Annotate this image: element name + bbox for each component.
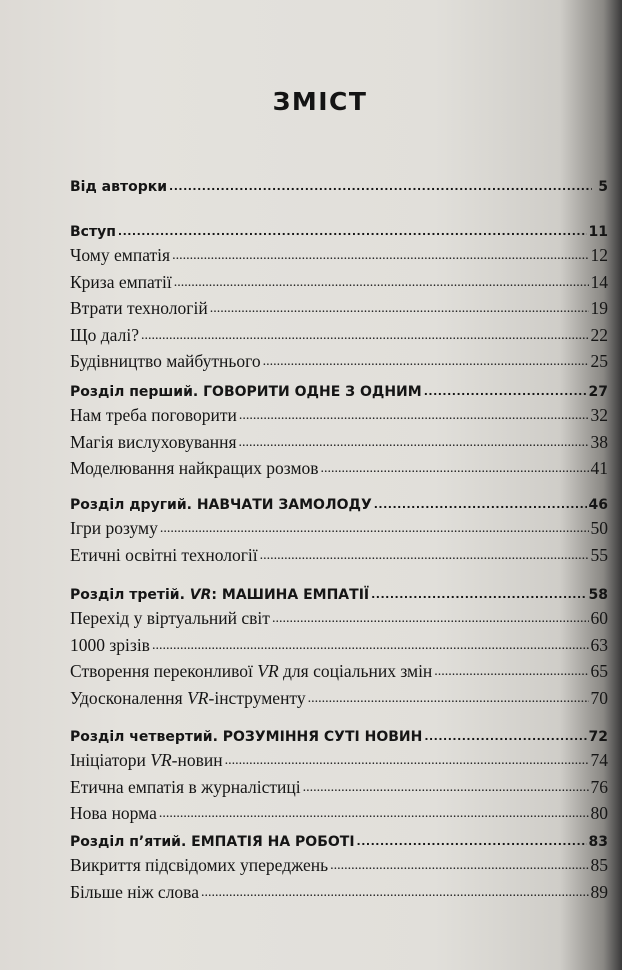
toc-section-entry — [70, 375, 608, 401]
dot-leader — [434, 661, 588, 682]
entry-title: Що далі? — [70, 324, 139, 345]
toc-entry — [70, 745, 608, 771]
entry-title: Магія вислуховування — [70, 431, 237, 452]
entry-title: Криза емпатії — [70, 271, 172, 292]
dot-leader — [225, 750, 589, 771]
toc-entry — [70, 400, 608, 426]
toc-entry — [70, 293, 608, 319]
dot-leader — [169, 178, 592, 196]
page-number: 25 — [590, 351, 608, 372]
entry-title: Втрати технологій — [70, 298, 208, 319]
entry-title: Викриття підсвідомих упереджень — [70, 855, 329, 875]
dot-leader — [152, 635, 589, 656]
toc-entry — [70, 427, 608, 453]
entry-title: Нова норма — [70, 803, 157, 824]
page-number: 19 — [590, 298, 608, 319]
page-number: 58 — [588, 587, 608, 603]
page-number: 65 — [590, 661, 608, 682]
page-number: 63 — [590, 634, 608, 655]
page-number: 27 — [588, 384, 608, 400]
entry-title: Етичні освітні технології — [70, 544, 258, 565]
dot-leader — [424, 728, 586, 746]
dot-leader — [159, 803, 589, 824]
dot-leader — [174, 272, 589, 293]
dot-leader — [424, 383, 587, 401]
page-number: 85 — [590, 855, 608, 875]
section-title: Розділ третій. VR: МАШИНА ЕМПАТІЇ — [70, 587, 370, 603]
toc-entry — [70, 772, 608, 798]
dot-leader — [357, 833, 587, 851]
page-number: 55 — [590, 544, 608, 565]
toc-entry — [70, 656, 608, 682]
entry-title: Більше ніж слова — [70, 881, 199, 902]
dot-leader — [330, 855, 588, 876]
dot-leader — [239, 432, 589, 453]
dot-leader — [201, 882, 589, 903]
toc-entry — [70, 540, 608, 566]
page-number: 70 — [590, 687, 608, 708]
page-number: 46 — [588, 497, 608, 513]
entry-title: Створення переконливої VR для соціальних змін — [70, 661, 433, 682]
dot-leader — [303, 777, 589, 798]
entry-title: Чому емпатія — [70, 245, 171, 265]
toc-entry — [70, 630, 608, 656]
page-number: 11 — [588, 224, 608, 240]
page-number: 41 — [590, 458, 608, 479]
toc-entry — [70, 603, 608, 629]
toc-entry — [70, 320, 608, 346]
dot-leader — [118, 223, 587, 241]
dot-leader — [321, 458, 589, 479]
dot-leader — [272, 608, 589, 629]
dot-leader — [308, 688, 589, 709]
entry-title: Нам треба поговорити — [70, 405, 237, 425]
toc-entry — [70, 513, 608, 539]
page-number: 32 — [590, 405, 608, 425]
entry-title: Ігри розуму — [70, 518, 158, 538]
toc-section-entry — [70, 720, 608, 746]
section-title: Від авторки — [70, 179, 168, 195]
dot-leader — [239, 405, 589, 426]
toc-section-entry — [70, 170, 608, 196]
dot-leader — [371, 586, 586, 604]
dot-leader — [141, 325, 589, 346]
page-number: 80 — [590, 803, 608, 824]
section-title: Розділ четвертий. РОЗУМІННЯ СУТІ НОВИН — [70, 729, 423, 745]
entry-title: Моделювання найкращих розмов — [70, 458, 319, 479]
entry-title: Ініціатори VR-новин — [70, 750, 223, 770]
page-number: 22 — [590, 324, 608, 345]
toc-entry — [70, 267, 608, 293]
page-title: ЗМІСТ — [272, 86, 368, 116]
toc-entry — [70, 453, 608, 479]
toc-section-entry — [70, 825, 608, 851]
toc-entry — [70, 877, 608, 903]
page-number: 50 — [590, 518, 608, 538]
entry-title: Етична емпатія в журналістиці — [70, 776, 301, 797]
dot-leader — [263, 351, 589, 372]
section-title: Вступ — [70, 224, 116, 240]
page-number: 38 — [590, 431, 608, 452]
entry-title: Перехід у віртуальний світ — [70, 608, 270, 628]
toc-section-entry — [70, 215, 608, 241]
section-title: Розділ другий. НАВЧАТИ ЗАМОЛОДУ — [70, 497, 372, 513]
toc-entry — [70, 240, 608, 266]
section-title: Розділ п’ятий. ЕМПАТІЯ НА РОБОТІ — [70, 834, 355, 850]
page-number: 5 — [598, 179, 608, 195]
toc-entry — [70, 850, 608, 876]
entry-title: Будівництво майбутнього — [70, 351, 261, 372]
entry-title: 1000 зрізів — [70, 634, 150, 655]
page-number: 60 — [590, 608, 608, 628]
dot-leader — [210, 298, 589, 319]
entry-title: Удосконалення VR-інструменту — [70, 687, 306, 708]
page-number: 74 — [590, 750, 608, 770]
toc-entry — [70, 683, 608, 709]
toc-section-entry — [70, 488, 608, 514]
page-number: 89 — [590, 881, 608, 902]
dot-leader — [374, 496, 587, 514]
dot-leader — [260, 545, 589, 566]
page-number: 72 — [588, 729, 608, 745]
dot-leader — [160, 518, 589, 539]
page-number: 76 — [590, 776, 608, 797]
page-number: 12 — [590, 245, 608, 265]
page-number: 14 — [590, 271, 608, 292]
toc-entry — [70, 798, 608, 824]
page-number: 83 — [588, 834, 608, 850]
section-title: Розділ перший. ГОВОРИТИ ОДНЕ З ОДНИМ — [70, 384, 422, 400]
toc-entry — [70, 346, 608, 372]
toc-section-entry — [70, 578, 608, 604]
dot-leader — [172, 245, 588, 266]
